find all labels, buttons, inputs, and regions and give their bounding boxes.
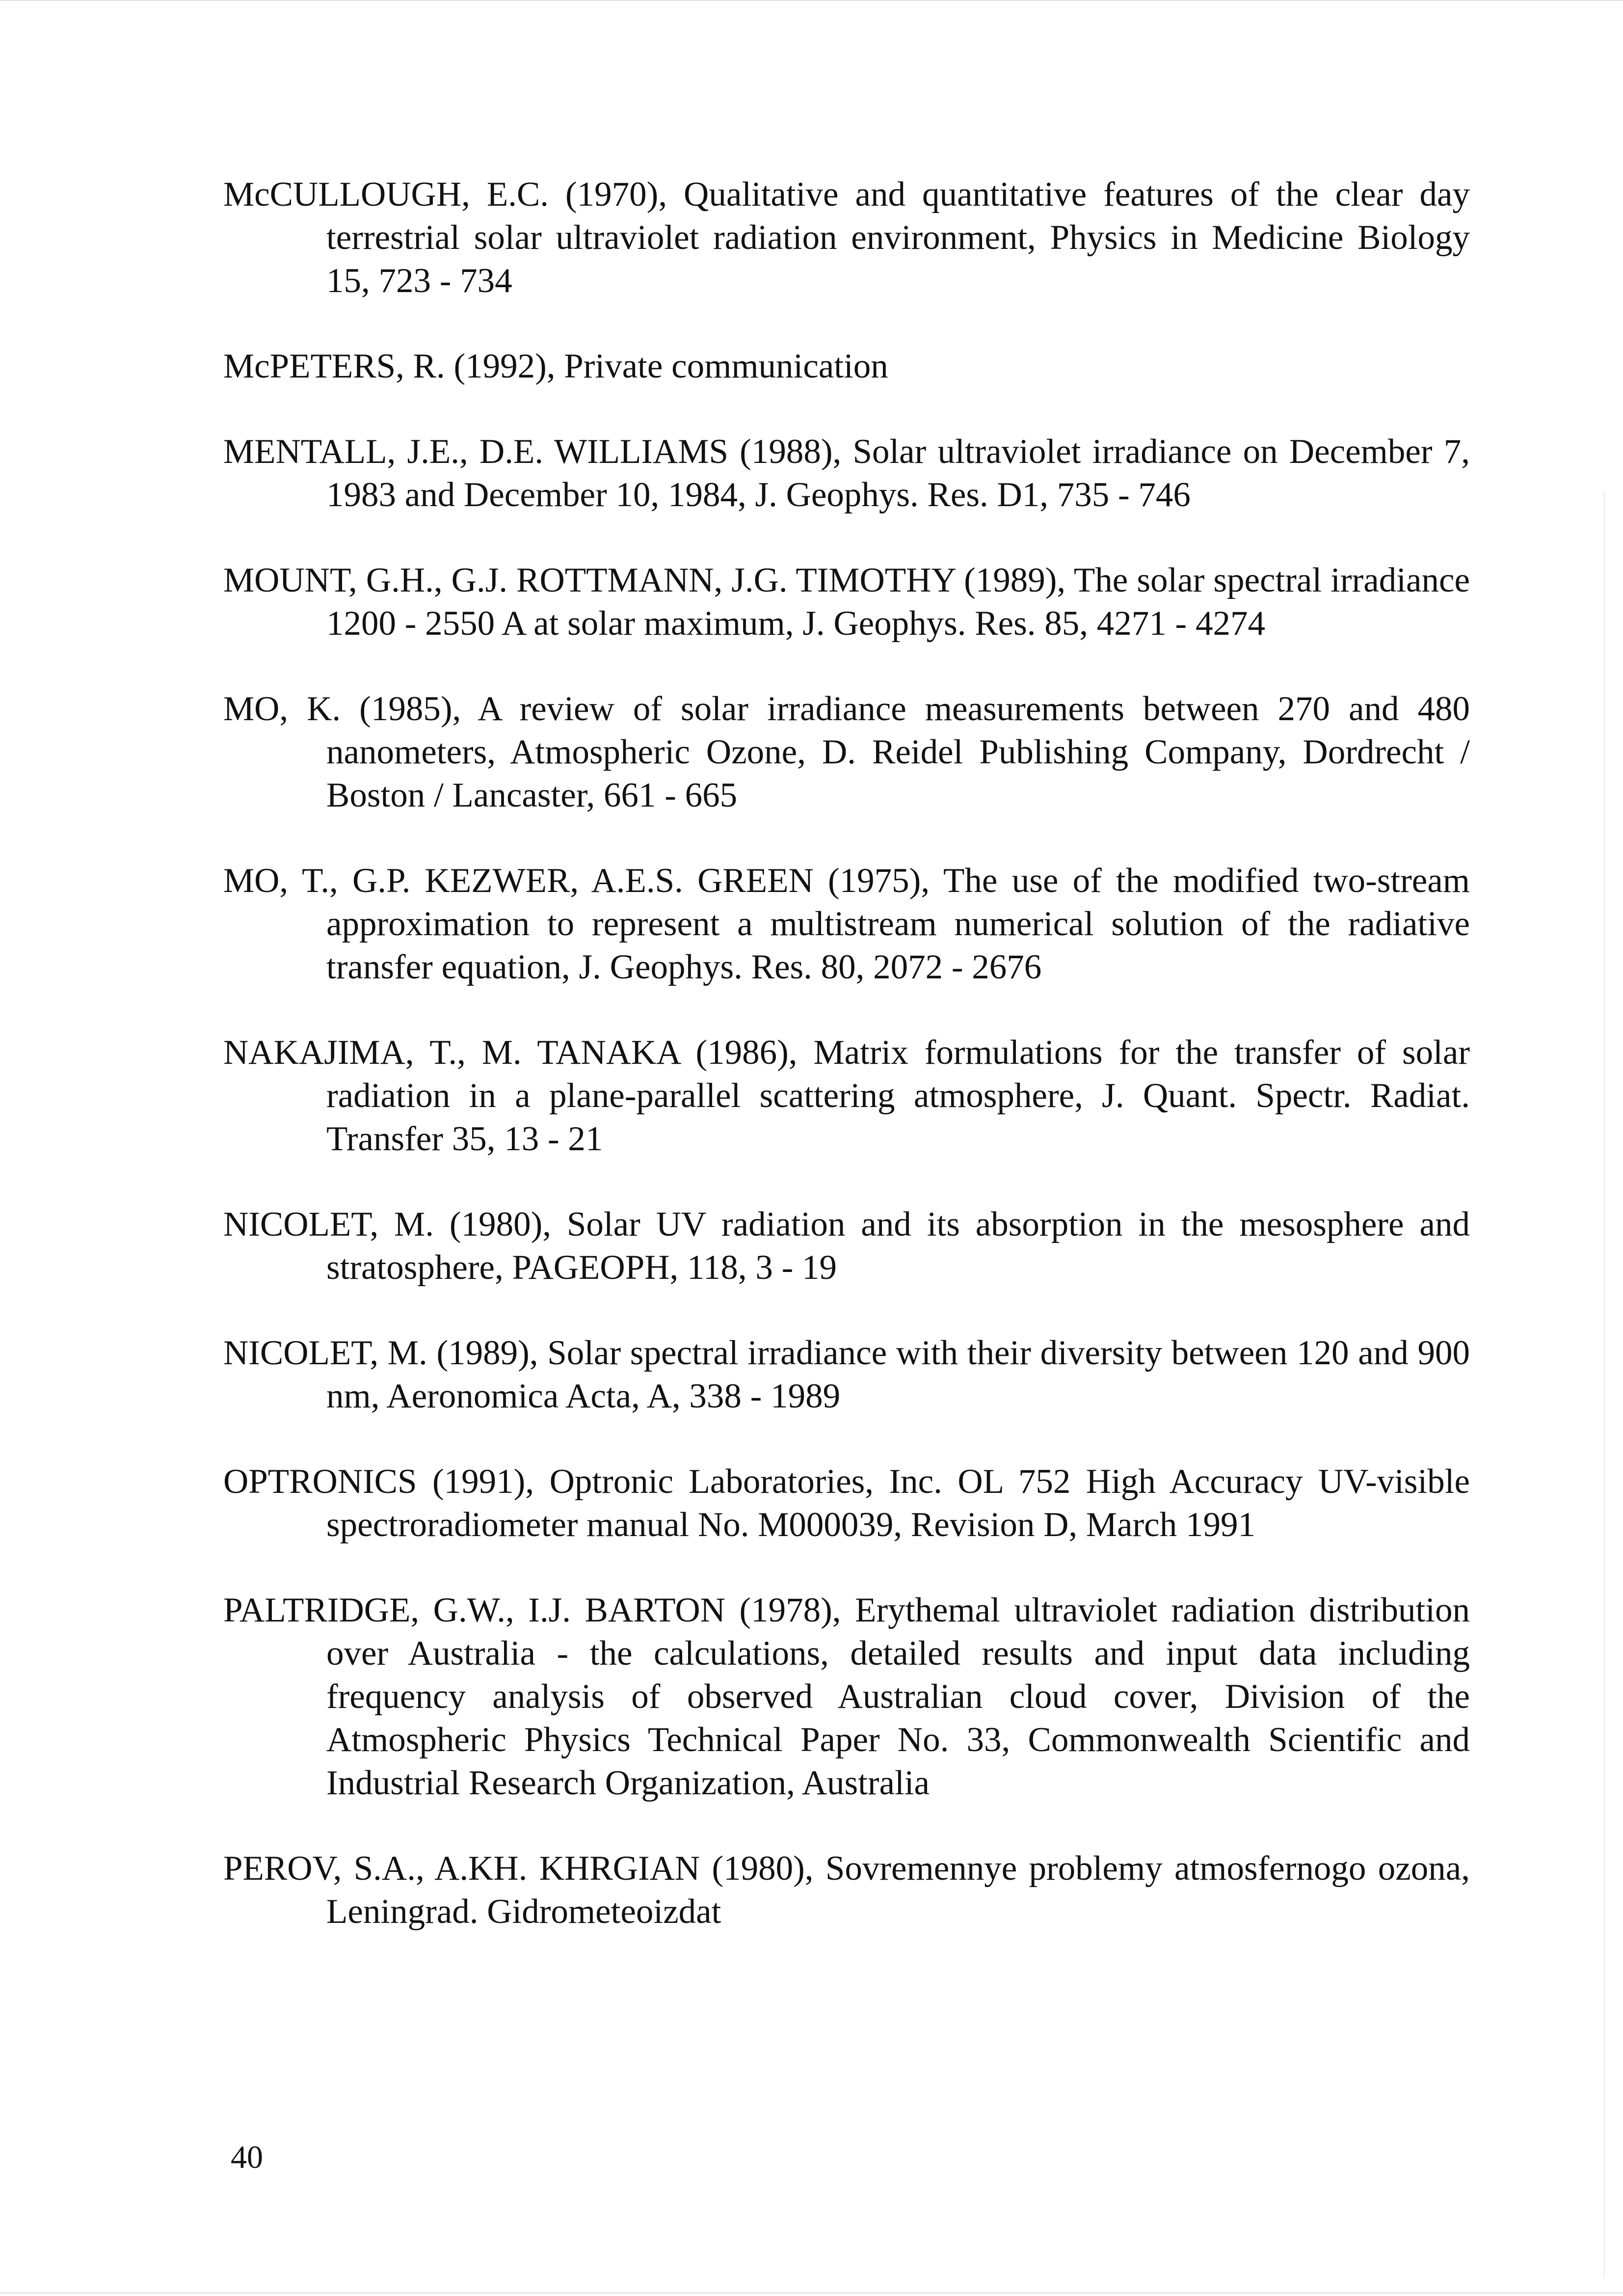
reference-list xyxy=(223,173,1470,1933)
reference-entry: OPTRONICS (1991), Optronic Laboratories, Inc. OL 752 High Accuracy UV-visible spectroradiometer manual No. M000039, Revision D, March 1991 xyxy=(223,1462,1470,1544)
reference-entry: PEROV, S.A., A.KH. KHRGIAN (1980), Sovremennye problemy atmosfernogo ozona, Leningrad. Gidrometeoizdat xyxy=(223,1849,1470,1931)
reference-entry: MO, K. (1985), A review of solar irradiance measurements between 270 and 480 nanometers, Atmospheric Ozone, D. Reidel Publishing Company, Dordrecht / Boston / Lancaster, 661 - 665 xyxy=(223,690,1470,814)
reference-entry: NICOLET, M. (1989), Solar spectral irradiance with their diversity between 120 and 900 nm, Aeronomica Acta, A, 338 - 1989 xyxy=(223,1334,1470,1415)
reference-entry: McPETERS, R. (1992), Private communication xyxy=(223,347,888,385)
reference-entry: NAKAJIMA, T., M. TANAKA (1986), Matrix formulations for the transfer of solar radiation in a plane-parallel scattering atmosphere, J. Quant. Spectr. Radiat. Transfer 35, 13 - 21 xyxy=(223,1033,1470,1158)
scan-edge-right xyxy=(1604,491,1605,2278)
reference-entry: NICOLET, M. (1980), Solar UV radiation and its absorption in the mesosphere and stratosphere, PAGEOPH, 118, 3 - 19 xyxy=(223,1205,1470,1287)
scan-edge-bottom xyxy=(0,2293,1623,2294)
reference-entry: McCULLOUGH, E.C. (1970), Qualitative and quantitative features of the clear day terrestrial solar ultraviolet radiation environment, Physics in Medicine Biology 15, 723 - 734 xyxy=(223,175,1470,300)
page-number: 40 xyxy=(231,2139,263,2175)
reference-entry: MENTALL, J.E., D.E. WILLIAMS (1988), Solar ultraviolet irradiance on December 7, 1983 and December 10, 1984, J. Geophys. Res. D1, 735 - 746 xyxy=(223,432,1470,514)
reference-entry: PALTRIDGE, G.W., I.J. BARTON (1978), Erythemal ultraviolet radiation distribution over Australia - the calculations, detailed results and input data including frequency analysis of observed Australian cloud cover, Division of the Atmospheric Physics Technical Paper No. 33, Commonwealth Scientific and Industrial Research Organization, Australia xyxy=(223,1591,1470,1802)
reference-entry: MO, T., G.P. KEZWER, A.E.S. GREEN (1975), The use of the modified two-stream approximation to represent a multistream numerical solution of the radiative transfer equation, J. Geophys. Res. 80, 2072 - 2676 xyxy=(223,862,1470,986)
reference-entry: MOUNT, G.H., G.J. ROTTMANN, J.G. TIMOTHY (1989), The solar spectral irradiance 1200 - 2550 A at solar maximum, J. Geophys. Res. 85, 4271 - 4274 xyxy=(223,561,1470,643)
scan-edge-top xyxy=(0,0,1623,1)
